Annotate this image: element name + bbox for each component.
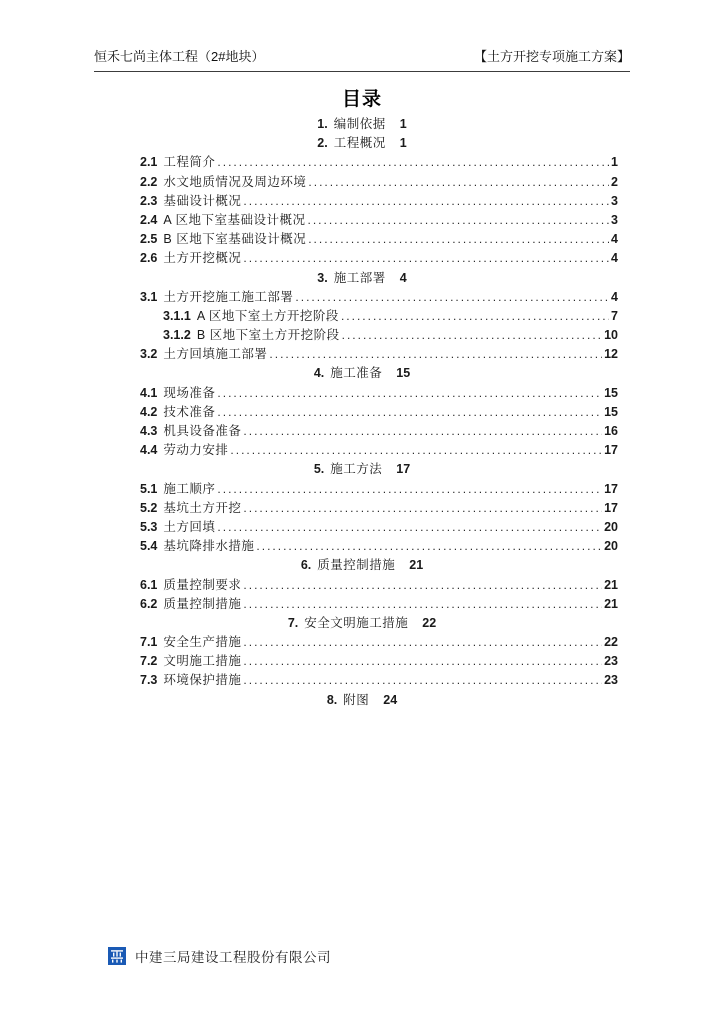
- toc-entry: [140, 403, 618, 422]
- toc-entry-label: 技术准备: [163, 404, 216, 419]
- dot-leader: [217, 480, 602, 499]
- dot-leader: [217, 384, 602, 403]
- toc-page-number: 21: [604, 577, 618, 592]
- toc-entry-label: 基坑土方开挖: [163, 500, 242, 515]
- toc-entry-number: 3.2: [140, 347, 158, 362]
- dot-leader: [308, 230, 609, 249]
- toc-entry: [140, 249, 618, 268]
- toc-page-number: 1: [399, 117, 407, 131]
- toc-entry-number: 5.1: [140, 481, 158, 496]
- toc-page-number: 3: [611, 212, 618, 227]
- toc-entry: [140, 288, 618, 307]
- toc-entry: [140, 480, 618, 499]
- toc-page-number: 15: [396, 366, 411, 381]
- toc-page-number: 21: [604, 596, 618, 611]
- toc-entry: [140, 153, 618, 172]
- toc-page-number: 10: [604, 328, 618, 343]
- toc-entry: [140, 595, 618, 614]
- dot-leader: [243, 671, 602, 690]
- toc-section-heading: [94, 134, 630, 153]
- toc-entry-number: 2.1: [140, 155, 158, 170]
- toc-entry: [140, 576, 618, 595]
- toc-page-number: 2: [611, 174, 618, 189]
- toc-entry-number: 5.4: [140, 539, 158, 554]
- toc-entry-number: 4.: [313, 366, 325, 381]
- toc-entry-number: 7.1: [140, 635, 158, 650]
- toc-entry-label: A 区地下室基础设计概况: [163, 212, 306, 227]
- toc-entry: [140, 230, 618, 249]
- toc-page-number: 16: [604, 424, 618, 438]
- toc-entry-label: 现场准备: [163, 385, 216, 400]
- toc-entry-label: 施工顺序: [163, 481, 216, 496]
- toc-section-heading: [94, 614, 630, 633]
- table-of-contents: [94, 88, 630, 710]
- toc-entry-label: B 区地下室基础设计概况: [163, 232, 307, 247]
- toc-page-number: 17: [604, 443, 618, 458]
- toc-page-number: 17: [604, 481, 618, 496]
- toc-entry-number: 5.: [313, 462, 325, 477]
- dot-leader: [308, 211, 610, 230]
- toc-entry-number: 3.1: [140, 289, 158, 304]
- toc-entry-number: 3.1.2: [163, 328, 191, 343]
- toc-entry-label: A 区地下室土方开挖阶段: [196, 308, 339, 323]
- dot-leader: [243, 499, 602, 518]
- toc-entry: [140, 633, 618, 652]
- toc-entry-number: 6.2: [140, 596, 158, 611]
- toc-entry: [140, 173, 618, 192]
- toc-page-number: 21: [409, 558, 424, 573]
- toc-entry-number: 6.: [300, 558, 312, 573]
- toc-entry-number: 5.2: [140, 500, 158, 515]
- toc-entry: [140, 422, 618, 441]
- toc-section-heading: [94, 115, 630, 134]
- toc-title: 目录: [341, 89, 382, 110]
- dot-leader: [217, 518, 602, 537]
- toc-page-number: 17: [396, 462, 411, 477]
- toc-entry-number: 4.4: [140, 443, 158, 458]
- toc-entry-number: 4.1: [140, 385, 158, 400]
- toc-entry-number: 2.2: [140, 174, 158, 189]
- toc-entry-label: 土方开挖施工施工部署: [163, 289, 294, 304]
- toc-section-heading: [94, 556, 630, 575]
- toc-page-number: 15: [604, 404, 618, 419]
- toc-entry-number: 2.: [317, 136, 328, 151]
- toc-entry: [163, 307, 618, 326]
- toc-entry: [163, 326, 618, 345]
- toc-entry: [140, 345, 618, 364]
- toc-entry-number: 4.2: [140, 404, 158, 419]
- dot-leader: [308, 173, 609, 192]
- toc-entry: [140, 499, 618, 518]
- toc-entry-label: 机具设备准备: [163, 424, 242, 438]
- toc-entry-number: 3.: [317, 270, 328, 285]
- toc-section-heading: [94, 364, 630, 383]
- dot-leader: [243, 192, 609, 211]
- toc-entry-number: 2.4: [140, 212, 158, 227]
- dot-leader: [341, 307, 609, 326]
- header-document-title: 【土方开挖专项施工方案】: [473, 49, 630, 64]
- toc-page-number: 12: [604, 347, 618, 362]
- toc-entry-label: 施工准备: [330, 366, 383, 381]
- toc-page-number: 4: [611, 289, 618, 304]
- dot-leader: [217, 153, 609, 172]
- toc-entry-label: 工程概况: [333, 136, 386, 151]
- page-header: [94, 46, 630, 72]
- toc-page-number: 4: [611, 251, 618, 266]
- toc-page-number: 1: [611, 155, 618, 170]
- toc-entry-label: 质量控制措施: [317, 558, 396, 573]
- toc-entry-label: B 区地下室土方开挖阶段: [196, 328, 340, 343]
- toc-entry-label: 质量控制措施: [163, 596, 242, 611]
- dot-leader: [217, 403, 602, 422]
- footer-company-name: 中建三局建设工程股份有限公司: [135, 950, 331, 965]
- toc-entry-number: 3.1.1: [163, 308, 191, 323]
- dot-leader: [269, 345, 602, 364]
- dot-leader: [256, 537, 602, 556]
- toc-entry: [140, 441, 618, 460]
- toc-page-number: 20: [604, 519, 618, 534]
- toc-entry-label: 土方开挖概况: [163, 251, 242, 266]
- dot-leader: [243, 576, 602, 595]
- toc-page-number: 3: [611, 193, 618, 208]
- toc-section-heading: [94, 269, 630, 288]
- toc-entry-number: 7.2: [140, 654, 158, 669]
- toc-entry-number: 5.3: [140, 519, 158, 534]
- toc-entry-label: 劳动力安排: [163, 443, 229, 458]
- toc-entry-label: 基坑降排水措施: [163, 539, 255, 554]
- dot-leader: [243, 652, 602, 671]
- toc-entry-number: 2.3: [140, 193, 158, 208]
- toc-entry-label: 安全文明施工措施: [304, 615, 409, 630]
- toc-page-number: 1: [399, 136, 407, 151]
- toc-rows: [94, 115, 630, 710]
- toc-entry-label: 土方回填: [163, 519, 216, 534]
- toc-page-number: 22: [604, 635, 618, 650]
- toc-entry-label: 基础设计概况: [163, 193, 242, 208]
- toc-entry-label: 质量控制要求: [163, 577, 242, 592]
- dot-leader: [243, 595, 602, 614]
- dot-leader: [342, 326, 602, 345]
- toc-entry-label: 安全生产措施: [163, 635, 242, 650]
- toc-entry: [140, 192, 618, 211]
- toc-section-heading: [94, 460, 630, 479]
- toc-page-number: 17: [604, 500, 618, 515]
- toc-page-number: 4: [399, 270, 407, 285]
- dot-leader: [295, 288, 609, 307]
- toc-entry-label: 附图: [343, 692, 370, 707]
- toc-page-number: 20: [604, 539, 618, 554]
- toc-entry: [140, 652, 618, 671]
- toc-entry-number: 7.3: [140, 673, 158, 688]
- toc-entry-label: 土方回填施工部署: [163, 347, 268, 362]
- toc-entry-number: 6.1: [140, 577, 158, 592]
- dot-leader: [243, 633, 602, 652]
- toc-page-number: 23: [604, 654, 618, 669]
- toc-page-number: 7: [611, 308, 618, 323]
- toc-entry-number: 4.3: [140, 424, 158, 438]
- toc-entry-label: 施工部署: [333, 270, 386, 285]
- page-footer: [108, 946, 331, 966]
- toc-page-number: 22: [422, 615, 437, 630]
- toc-entry-number: 2.5: [140, 232, 158, 247]
- toc-entry-label: 环境保护措施: [163, 673, 242, 688]
- toc-entry-label: 文明施工措施: [163, 654, 242, 669]
- toc-page-number: 15: [604, 385, 618, 400]
- toc-page-number: 4: [611, 232, 618, 247]
- toc-entry: [140, 537, 618, 556]
- toc-entry-number: 2.6: [140, 251, 158, 266]
- toc-entry-number: 8.: [326, 692, 338, 707]
- toc-entry-label: 施工方法: [330, 462, 383, 477]
- toc-page-number: 23: [604, 673, 618, 688]
- toc-entry: [140, 671, 618, 690]
- toc-entry-label: 水文地质情况及周边环境: [163, 174, 307, 189]
- toc-entry: [140, 518, 618, 537]
- toc-entry-number: 7.: [287, 615, 299, 630]
- dot-leader: [230, 441, 602, 460]
- cscec-logo-icon: [108, 947, 126, 965]
- toc-entry: [140, 211, 618, 230]
- header-project-title: 恒禾七尚主体工程（2#地块）: [94, 49, 265, 64]
- dot-leader: [243, 422, 602, 441]
- toc-entry-number: 1.: [317, 117, 328, 131]
- toc-section-heading: [94, 691, 630, 710]
- toc-entry-label: 编制依据: [333, 117, 386, 131]
- toc-page-number: 24: [383, 692, 398, 707]
- toc-entry-label: 工程简介: [163, 155, 216, 170]
- toc-entry: [140, 384, 618, 403]
- dot-leader: [243, 249, 609, 268]
